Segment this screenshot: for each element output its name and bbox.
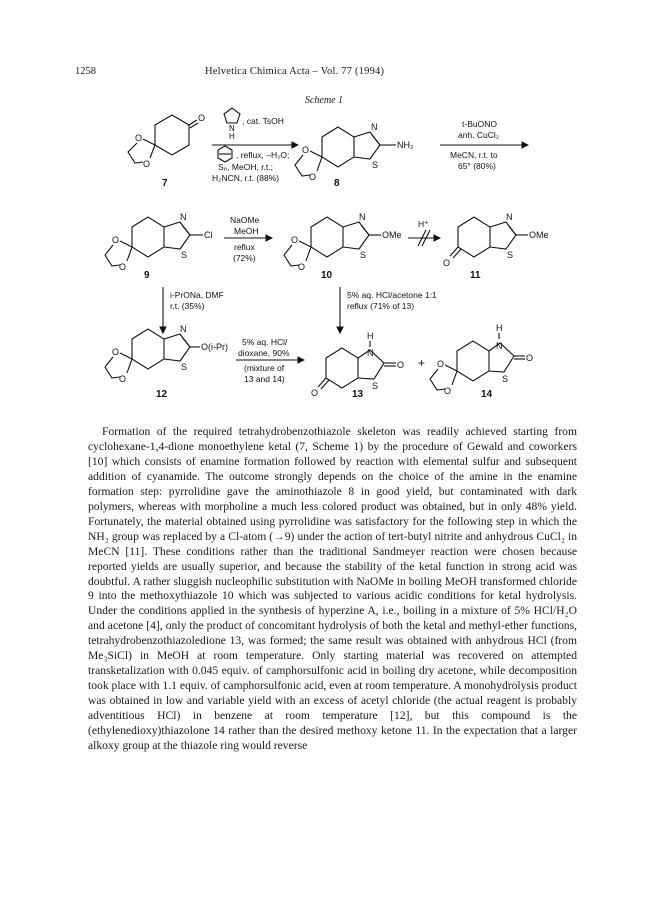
reagent-6b: reflux (71% of 13) bbox=[347, 301, 415, 311]
svg-text:O: O bbox=[437, 359, 445, 369]
compound-label-13: 13 bbox=[352, 389, 364, 400]
svg-text:O: O bbox=[112, 235, 120, 245]
reagent-2a: t-BuONO bbox=[462, 119, 497, 129]
reagent-morpholine-structure bbox=[218, 146, 232, 162]
reagent-pyrrolidine-structure bbox=[224, 108, 240, 141]
reagent-1c: S₈, MeOH, r.t.; bbox=[218, 162, 274, 172]
atom-NH2: NH₂ bbox=[397, 140, 414, 150]
svg-text:S: S bbox=[181, 250, 188, 260]
compound-label-14: 14 bbox=[481, 389, 493, 400]
compound-label-9: 9 bbox=[144, 270, 150, 281]
svg-text:H: H bbox=[367, 331, 374, 341]
compound-label-12: 12 bbox=[156, 389, 168, 400]
reagent-7b: dioxane, 90% bbox=[238, 348, 290, 358]
body-text bbox=[88, 425, 577, 754]
svg-text:S: S bbox=[502, 374, 509, 384]
svg-text:O: O bbox=[526, 353, 534, 363]
svg-text:O: O bbox=[119, 374, 127, 384]
reagent-2b: anh. CuCl₂ bbox=[458, 130, 500, 140]
reaction-scheme bbox=[0, 0, 648, 410]
svg-text:O: O bbox=[444, 386, 452, 396]
svg-text:N: N bbox=[359, 212, 366, 222]
svg-text:O: O bbox=[298, 262, 306, 272]
svg-text:O: O bbox=[119, 262, 127, 272]
svg-text:S: S bbox=[372, 160, 379, 170]
atom-Cl: Cl bbox=[204, 230, 213, 240]
compound-label-11: 11 bbox=[470, 270, 481, 281]
svg-text:O: O bbox=[135, 133, 143, 143]
reagent-3a: NaOMe bbox=[230, 215, 260, 225]
svg-text:O: O bbox=[143, 159, 151, 169]
svg-text:N: N bbox=[180, 324, 187, 334]
compound-12-structure bbox=[105, 324, 228, 400]
svg-text:N: N bbox=[371, 122, 378, 132]
reagent-2d: 65° (80%) bbox=[458, 161, 496, 171]
reagent-5b: r.t. (35%) bbox=[170, 301, 205, 311]
reagent-6a: 5% aq. HCl/acetone 1:1 bbox=[347, 290, 437, 300]
svg-text:O: O bbox=[291, 235, 299, 245]
svg-text:S: S bbox=[360, 250, 367, 260]
atom-O: O bbox=[198, 113, 206, 123]
body-paragraph: Formation of the required tetrahydrobenzothiazole skeleton was readily achieved starting from cyclohexane-1,4-dione monoethylene ketal (7, Scheme 1) by the procedure of Gewald and coworkers [10] which consists of enamine formation followed by reaction with elemental sulfur and subsequent addition of cyanamide. The outcome strongly depends on the choice of the amine in the enamine formation step: pyrrolidine gave the aminothiazole 8 in good yield, but contaminated with dark polymers, whereas with morpholine a much less colored product was obtained, but in only 48% yield. Fortunately, the material obtained using pyrrolidine was satisfactory for the following step in which the NH₂ group was replaced by a Cl-atom (→9) under the action of tert-butyl nitrite and anhydrous CuCl₂ in MeCN [11]. These conditions rather than the traditional Sandmeyer reaction were chosen because reported yields are usually superior, and because the stability of the ketal function in strong acid was doubtful. A rather sluggish nucleophilic substitution with NaOMe in boiling MeOH transformed chloride 9 into the methoxythiazole 10 which was subjected to various acidic conditions for ketal hydrolysis. Under the conditions applied in the synthesis of hyperzine A, i.e., boiling in a mixture of 5% HCl/H₂O and acetone [4], only the product of concomitant hydrolysis of both the ketal and methyl-ether functions, tetrahydrobenzothiazoledione 13, was formed; the same result was obtained with anhydrous HCl (from Me₃SiCl) in MeOH at room temperature. Only starting material was recovered on attempted transketalization with 0.045 equiv. of camphorsulfonic acid in boiling dry acetone, while decomposition took place with 1.1 equiv. of camphorsulfonic acid, even at room temperature. A monohydrolysis product was obtained in low and variable yield with an excess of acetyl chloride (the actual reagent is probably adventitious HCl) in benzene at room temperature [12], but this compound is the (ethylenedioxy)thiazolone 14 rather than the desired methoxy ketone 11. In the expectation that a larger alkoxy group at the thiazole ring would reverse bbox=[88, 425, 577, 753]
reagent-7c: (mixture of bbox=[244, 363, 285, 373]
svg-text:S: S bbox=[372, 381, 379, 391]
svg-text:O: O bbox=[397, 360, 405, 370]
compound-label-7: 7 bbox=[162, 178, 168, 189]
svg-text:N: N bbox=[367, 348, 374, 358]
reagent-3b: MeOH bbox=[234, 226, 259, 236]
compound-11-structure bbox=[443, 212, 549, 281]
scheme-title: Scheme 1 bbox=[304, 95, 344, 106]
svg-text:O: O bbox=[443, 258, 451, 268]
reagent-3d: (72%) bbox=[233, 253, 256, 263]
reagent-1a: , cat. TsOH bbox=[242, 116, 284, 126]
compound-10-structure bbox=[284, 212, 402, 281]
compound-13-structure bbox=[311, 331, 404, 400]
plus-sign: + bbox=[418, 356, 426, 370]
svg-text:N: N bbox=[229, 124, 235, 133]
reagent-1d: H₂NCN, r.t. (88%) bbox=[212, 173, 280, 183]
atom-OiPr: O(i-Pr) bbox=[201, 342, 228, 352]
svg-text:H: H bbox=[496, 323, 503, 333]
svg-text:O: O bbox=[302, 145, 310, 155]
reagent-4: H⁺ bbox=[418, 219, 429, 229]
compound-label-10: 10 bbox=[321, 270, 333, 281]
svg-text:N: N bbox=[506, 212, 513, 222]
svg-text:O: O bbox=[309, 172, 317, 182]
atom-OMe: OMe bbox=[382, 230, 402, 240]
svg-text:S: S bbox=[181, 362, 188, 372]
compound-9-structure bbox=[105, 212, 213, 281]
reagent-7a: 5% aq. HCl/ bbox=[242, 337, 288, 347]
compound-8-structure bbox=[295, 122, 414, 189]
reagent-2c: MeCN, r.t. to bbox=[450, 150, 498, 160]
reagent-3c: reflux bbox=[234, 242, 255, 252]
svg-text:N: N bbox=[496, 341, 503, 351]
page-number: 1258 bbox=[75, 66, 96, 77]
compound-label-8: 8 bbox=[334, 178, 340, 189]
svg-text:O: O bbox=[311, 388, 319, 398]
svg-text:H: H bbox=[229, 132, 235, 141]
compound-14-structure bbox=[430, 323, 533, 400]
svg-text:S: S bbox=[507, 250, 514, 260]
svg-text:O: O bbox=[112, 347, 120, 357]
reagent-1b: , reflux, –H₂O; bbox=[236, 150, 290, 160]
svg-text:OMe: OMe bbox=[529, 230, 549, 240]
reagent-5a: i-PrONa, DMF bbox=[170, 290, 224, 300]
journal-title: Helvetica Chimica Acta – Vol. 77 (1994) bbox=[205, 66, 385, 77]
reagent-7d: 13 and 14) bbox=[244, 374, 285, 384]
svg-text:N: N bbox=[180, 212, 187, 222]
compound-7-structure bbox=[128, 113, 205, 189]
